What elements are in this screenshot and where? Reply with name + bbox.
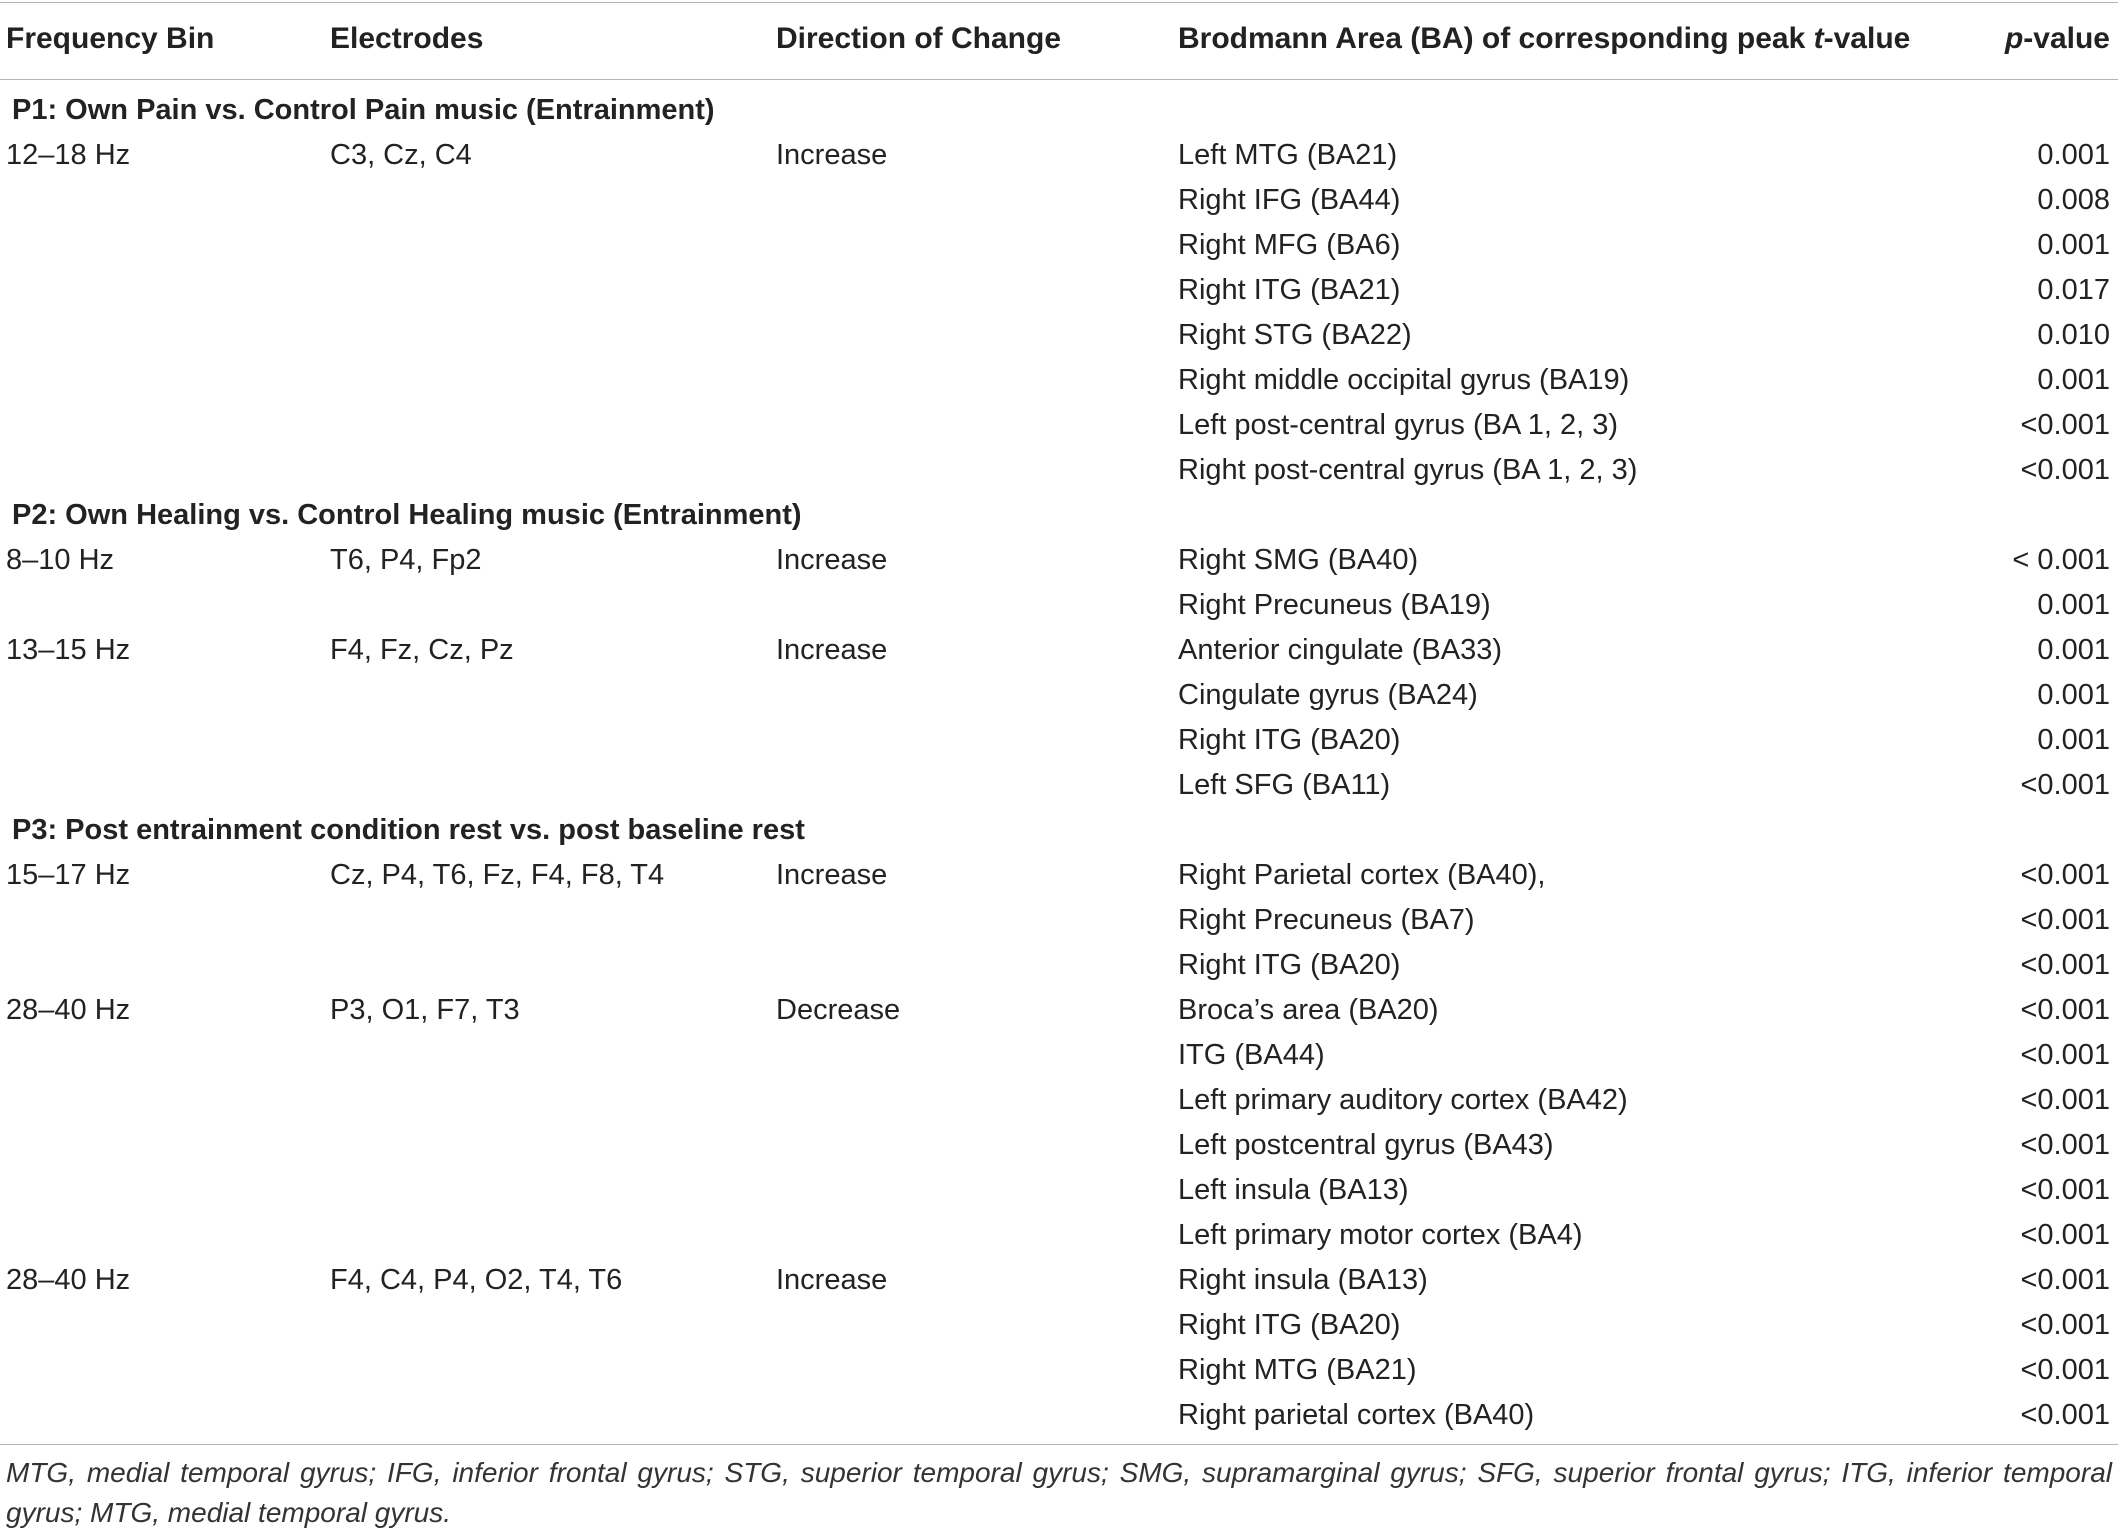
cell-brodmann-area: Left insula (BA13): [1178, 1174, 1409, 1206]
cell-direction: Increase: [776, 139, 888, 171]
table-row: [0, 1260, 2118, 1305]
cell-brodmann-area: Right ITG (BA21): [1178, 274, 1401, 306]
cell-p-value: 0.010: [2037, 319, 2110, 351]
cell-brodmann-area: Left primary motor cortex (BA4): [1178, 1219, 1583, 1251]
cell-brodmann-area: Right STG (BA22): [1178, 319, 1412, 351]
cell-frequency-bin: 15–17 Hz: [6, 859, 131, 891]
cell-brodmann-area: Left primary auditory cortex (BA42): [1178, 1084, 1628, 1116]
table-row: [0, 1350, 2118, 1395]
table-row: [0, 540, 2118, 585]
cell-brodmann-area: Left MTG (BA21): [1178, 139, 1398, 171]
cell-p-value: <0.001: [2020, 1129, 2110, 1161]
cell-brodmann-area: Left postcentral gyrus (BA43): [1178, 1129, 1554, 1161]
cell-brodmann-area: Left SFG (BA11): [1178, 769, 1391, 801]
table-row: [0, 225, 2118, 270]
table-row: [0, 900, 2118, 945]
table-row: [0, 630, 2118, 675]
cell-electrodes: P3, O1, F7, T3: [330, 994, 520, 1026]
header-electrodes: Electrodes: [330, 22, 484, 55]
cell-brodmann-area: Right MTG (BA21): [1178, 1354, 1417, 1386]
table-row: [0, 1170, 2118, 1215]
cell-brodmann-area: Right IFG (BA44): [1178, 184, 1401, 216]
table-footnote: MTG, medial temporal gyrus; IFG, inferior frontal gyrus; STG, superior temporal gyrus; SMG, supramarginal gyrus; SFG, superior frontal gyrus; ITG, inferior temporal gyrus; MTG, medial temporal gyrus.: [6, 1457, 2112, 1528]
table-row: [0, 1035, 2118, 1080]
cell-p-value: <0.001: [2020, 409, 2110, 441]
header-brodmann-area: [1178, 22, 1910, 56]
cell-direction: Decrease: [776, 994, 901, 1026]
cell-brodmann-area: Right post-central gyrus (BA 1, 2, 3): [1178, 454, 1638, 486]
cell-brodmann-area: Anterior cingulate (BA33): [1178, 634, 1502, 666]
cell-p-value: 0.008: [2037, 184, 2110, 216]
table-row: [0, 765, 2118, 810]
cell-p-value: <0.001: [2020, 1084, 2110, 1116]
cell-p-value: 0.017: [2037, 274, 2110, 306]
cell-p-value: 0.001: [2037, 634, 2110, 666]
cell-p-value: <0.001: [2020, 859, 2110, 891]
header-p-suffix: -value: [2023, 22, 2110, 55]
table-row: [0, 1395, 2118, 1440]
cell-brodmann-area: Right Parietal cortex (BA40),: [1178, 859, 1546, 891]
cell-electrodes: F4, C4, P4, O2, T4, T6: [330, 1264, 623, 1296]
section-title: P3: Post entrainment condition rest vs. post baseline rest: [12, 814, 805, 846]
cell-brodmann-area: Right MFG (BA6): [1178, 229, 1401, 261]
cell-p-value: < 0.001: [2012, 544, 2110, 576]
cell-p-value: <0.001: [2020, 1219, 2110, 1251]
table-row: [0, 270, 2118, 315]
header-ba-suffix: -value: [1823, 22, 1911, 55]
table-row: [0, 1215, 2118, 1260]
cell-brodmann-area: Right SMG (BA40): [1178, 544, 1419, 576]
cell-p-value: <0.001: [2020, 1264, 2110, 1296]
table-row: [0, 135, 2118, 180]
cell-p-value: 0.001: [2037, 229, 2110, 261]
table-row: [0, 180, 2118, 225]
table-row: [0, 990, 2118, 1035]
cell-p-value: <0.001: [2020, 769, 2110, 801]
section-header-row: [0, 90, 2118, 135]
header-p-italic: p: [2004, 22, 2024, 55]
cell-direction: Increase: [776, 544, 888, 576]
cell-brodmann-area: Cingulate gyrus (BA24): [1178, 679, 1478, 711]
table-row: [0, 945, 2118, 990]
cell-brodmann-area: Right ITG (BA20): [1178, 1309, 1401, 1341]
cell-brodmann-area: Right Precuneus (BA7): [1178, 904, 1475, 936]
table-row: [0, 360, 2118, 405]
cell-brodmann-area: Left post-central gyrus (BA 1, 2, 3): [1178, 409, 1619, 441]
header-p-value: [2005, 22, 2110, 56]
section-header-row: [0, 810, 2118, 855]
cell-p-value: <0.001: [2020, 1309, 2110, 1341]
table-row: [0, 405, 2118, 450]
table-body: [0, 90, 2118, 1440]
table-row: [0, 720, 2118, 765]
cell-frequency-bin: 28–40 Hz: [6, 1264, 131, 1296]
cell-p-value: 0.001: [2037, 589, 2110, 621]
header-direction: Direction of Change: [776, 22, 1062, 55]
table-row: [0, 855, 2118, 900]
cell-frequency-bin: 12–18 Hz: [6, 139, 131, 171]
cell-p-value: 0.001: [2037, 139, 2110, 171]
cell-p-value: 0.001: [2037, 679, 2110, 711]
cell-p-value: 0.001: [2037, 724, 2110, 756]
cell-brodmann-area: Right Precuneus (BA19): [1178, 589, 1491, 621]
cell-brodmann-area: Right ITG (BA20): [1178, 949, 1401, 981]
table-header-rule: [0, 79, 2118, 80]
cell-frequency-bin: 28–40 Hz: [6, 994, 131, 1026]
table-row: [0, 315, 2118, 360]
table-bottom-rule: [0, 1444, 2118, 1445]
cell-p-value: <0.001: [2020, 949, 2110, 981]
cell-brodmann-area: Right insula (BA13): [1178, 1264, 1428, 1296]
cell-direction: Increase: [776, 1264, 888, 1296]
cell-frequency-bin: 8–10 Hz: [6, 544, 115, 576]
cell-p-value: <0.001: [2020, 904, 2110, 936]
cell-brodmann-area: Right parietal cortex (BA40): [1178, 1399, 1535, 1431]
table-row: [0, 450, 2118, 495]
table-row: [0, 585, 2118, 630]
section-title: P1: Own Pain vs. Control Pain music (Entrainment): [12, 94, 715, 126]
cell-direction: Increase: [776, 634, 888, 666]
table-row: [0, 675, 2118, 720]
table-row: [0, 1125, 2118, 1170]
cell-electrodes: Cz, P4, T6, Fz, F4, F8, T4: [330, 859, 665, 891]
cell-electrodes: C3, Cz, C4: [330, 139, 472, 171]
table-header-row: [0, 0, 2118, 79]
cell-brodmann-area: Right ITG (BA20): [1178, 724, 1401, 756]
cell-p-value: <0.001: [2020, 1174, 2110, 1206]
cell-p-value: <0.001: [2020, 1399, 2110, 1431]
cell-direction: Increase: [776, 859, 888, 891]
cell-p-value: <0.001: [2020, 1039, 2110, 1071]
cell-p-value: <0.001: [2020, 994, 2110, 1026]
cell-electrodes: F4, Fz, Cz, Pz: [330, 634, 514, 666]
table-row: [0, 1305, 2118, 1350]
section-header-row: [0, 495, 2118, 540]
cell-brodmann-area: Broca’s area (BA20): [1178, 994, 1439, 1026]
cell-p-value: <0.001: [2020, 454, 2110, 486]
cell-p-value: <0.001: [2020, 1354, 2110, 1386]
header-ba-italic: t: [1813, 22, 1824, 55]
header-frequency-bin: Frequency Bin: [6, 22, 215, 55]
table-row: [0, 1080, 2118, 1125]
cell-brodmann-area: ITG (BA44): [1178, 1039, 1325, 1071]
cell-p-value: 0.001: [2037, 364, 2110, 396]
section-title: P2: Own Healing vs. Control Healing music (Entrainment): [12, 499, 802, 531]
cell-electrodes: T6, P4, Fp2: [330, 544, 482, 576]
cell-frequency-bin: 13–15 Hz: [6, 634, 131, 666]
header-ba-prefix: Brodmann Area (BA) of corresponding peak: [1178, 22, 1814, 55]
cell-brodmann-area: Right middle occipital gyrus (BA19): [1178, 364, 1630, 396]
